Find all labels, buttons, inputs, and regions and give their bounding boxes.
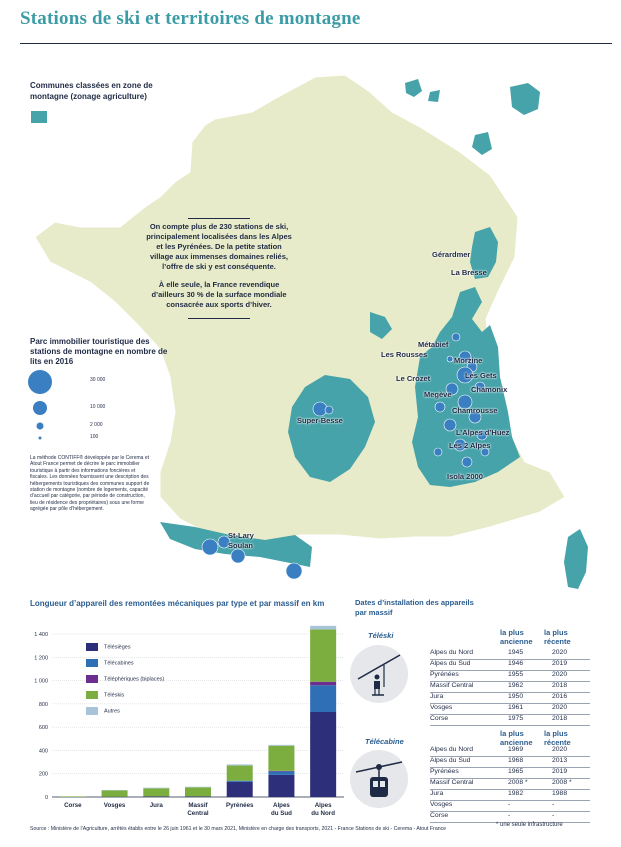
- legend-item: [86, 643, 131, 651]
- bar-segment: [310, 629, 336, 681]
- x-tick-label: Alpes: [314, 802, 332, 809]
- bubble-size-legend: [28, 370, 52, 440]
- bar-segment: [268, 771, 294, 774]
- dates-title: Dates d’installation des appareils par massif: [355, 598, 474, 617]
- year-oldest: 1945: [508, 649, 524, 656]
- bar-segment: [227, 782, 253, 797]
- place-label: Chamrousse: [452, 406, 498, 415]
- bar-segment: [143, 796, 169, 797]
- method-note: La méthode CONTIFF® développée par le Cerema et Atout France permet de décrire le parc immobilier touristique à partir des informations foncières et fiscales. Les données fournissent une description des hébergements touristiques des communes support de station de montagne (nombre de logements, capacité d’accueil par catégorie, par période de construction, lieu de résidence des propriétaires) sous une forme agrégée par pôle d’hébergement.: [30, 455, 150, 513]
- place-label: Les Gets: [465, 371, 497, 380]
- intro-rule-bottom: [188, 318, 250, 319]
- year-oldest: 1965: [508, 768, 524, 775]
- year-newest: 2020: [552, 671, 568, 678]
- place-label: Le Crozet: [396, 374, 431, 383]
- massif-name: Pyrénées: [430, 671, 459, 678]
- bar-segment: [268, 771, 294, 772]
- x-tick-label: Jura: [149, 802, 163, 809]
- year-newest: 2019: [552, 660, 568, 667]
- intro-text: [145, 222, 293, 310]
- legend-swatch: [86, 691, 98, 699]
- col-newest-header: la plus récente: [544, 628, 571, 646]
- zone-reunion: [510, 83, 540, 115]
- year-oldest: 1962: [508, 682, 524, 689]
- massif-name: Alpes du Sud: [430, 757, 471, 764]
- legend-label: Télésièges: [104, 644, 131, 651]
- massif-name: Alpes du Sud: [430, 660, 471, 667]
- bar-segment: [227, 764, 253, 765]
- zone-martinique: [472, 132, 492, 155]
- year-newest: -: [552, 812, 555, 819]
- year-newest: 2016: [552, 693, 568, 700]
- year-newest: 2018: [552, 715, 568, 722]
- year-newest: 2008 *: [552, 779, 572, 786]
- x-tick-label: du Nord: [311, 810, 336, 817]
- year-oldest: 1946: [508, 660, 524, 667]
- zone-corse: [564, 529, 588, 589]
- massif-name: Jura: [430, 790, 444, 797]
- telecabine-icon: [350, 750, 408, 808]
- bar-segment: [143, 788, 169, 789]
- bar-chart: [30, 622, 350, 822]
- place-label: Gérardmer: [432, 250, 471, 259]
- col-oldest-header: la plus ancienne: [500, 729, 533, 747]
- massif-name: Massif Central: [430, 779, 474, 786]
- place-label: Les 2 Alpes: [449, 441, 491, 450]
- col-oldest-header: la plus ancienne: [500, 628, 533, 646]
- year-newest: 2020: [552, 704, 568, 711]
- x-tick-label: Alpes: [272, 802, 290, 809]
- legend-item: [86, 659, 134, 667]
- legend-label: Autres: [104, 708, 120, 715]
- legend-swatch: [86, 707, 98, 715]
- massif-name: Pyrénées: [430, 768, 459, 775]
- bar-segment: [310, 712, 336, 797]
- massif-name: Alpes du Nord: [430, 746, 474, 753]
- y-tick-label: 200: [38, 771, 48, 778]
- year-oldest: -: [508, 812, 511, 819]
- intro-rule-top: [188, 218, 250, 219]
- page-title: Stations de ski et territoires de montagne: [20, 8, 361, 29]
- place-label: Métabief: [418, 340, 449, 349]
- bar-segment: [185, 796, 211, 797]
- bar-segment: [268, 746, 294, 771]
- telecabine-drawing: [350, 750, 408, 808]
- teleski-label: Téléski: [368, 631, 394, 640]
- place-label: St-Lary Soulan: [228, 531, 254, 550]
- place-label: La Bresse: [451, 268, 487, 277]
- y-tick-label: 400: [38, 748, 48, 755]
- zone-legend-swatch: [31, 111, 47, 123]
- year-oldest: 1950: [508, 693, 524, 700]
- legend-item: [86, 707, 120, 715]
- place-label: Morzine: [454, 356, 483, 365]
- year-newest: 2020: [552, 649, 568, 656]
- year-oldest: 1969: [508, 746, 524, 753]
- x-tick-label: du Sud: [270, 810, 292, 817]
- legend-swatch: [86, 675, 98, 683]
- y-tick-label: 1 400: [34, 632, 48, 638]
- bar-segment: [227, 781, 253, 782]
- bed-legend-label: 2 000: [90, 422, 103, 428]
- year-newest: 2020: [552, 746, 568, 753]
- year-oldest: 2008 *: [508, 779, 528, 786]
- year-oldest: 1975: [508, 715, 524, 722]
- legend-label: Télécabines: [104, 660, 134, 667]
- zone-legend-label: Communes classées en zone de montagne (zonage agriculture): [30, 81, 153, 101]
- bar-segment: [185, 787, 211, 788]
- intro-paragraph-1: On compte plus de 230 stations de ski, principalement localisées dans les Alpes et les Pyrénées. De la petite station village aux immenses domaines reliés, l’offre de ski y est conséquente.: [146, 222, 292, 271]
- bed-legend-label: 100: [90, 434, 99, 440]
- legend-item: [86, 691, 124, 699]
- year-newest: 2013: [552, 757, 568, 764]
- zone-guadeloupe: [405, 79, 440, 102]
- massif-name: Alpes du Nord: [430, 649, 474, 656]
- x-tick-label: Massif: [188, 802, 208, 809]
- year-newest: 1988: [552, 790, 568, 797]
- place-label: L’Alpes d’Huez: [456, 428, 510, 437]
- massif-name: Vosges: [430, 801, 453, 808]
- year-oldest: 1961: [508, 704, 524, 711]
- footnote: * une seule infrastructure: [496, 822, 563, 828]
- bar-segment: [268, 745, 294, 746]
- teleski-drawing: [350, 645, 408, 703]
- legend-label: Téléskis: [104, 692, 125, 699]
- massif-name: Corse: [430, 812, 449, 819]
- bed-legend-title: Parc immobilier touristique des stations de montagne en nombre de lits en 2016: [30, 337, 168, 366]
- bar-segment: [310, 682, 336, 685]
- place-label: Les Rousses: [381, 350, 428, 359]
- year-newest: 2019: [552, 768, 568, 775]
- y-tick-label: 600: [38, 725, 48, 732]
- year-oldest: 1955: [508, 671, 524, 678]
- year-oldest: 1982: [508, 790, 524, 797]
- y-tick-label: 0: [44, 795, 48, 801]
- bar-segment: [268, 775, 294, 797]
- place-label: Isola 2000: [447, 472, 483, 481]
- year-newest: -: [552, 801, 555, 808]
- source-line: Source : Ministère de l’Agriculture, arrêtés établis entre le 26 juin 1961 et le 30 mars 2021, Ministère en charge des transports, 2021 - France Stations de ski - Cerema - Atout France: [30, 826, 447, 832]
- bed-legend-label: 30 000: [90, 377, 106, 383]
- bar-segment: [310, 685, 336, 712]
- bar-segment: [60, 796, 86, 797]
- x-tick-label: Central: [187, 810, 209, 817]
- massif-name: Massif Central: [430, 682, 474, 689]
- place-label: Megève: [424, 390, 452, 399]
- year-oldest: 1968: [508, 757, 524, 764]
- y-tick-label: 800: [38, 701, 48, 708]
- bar-segment: [102, 790, 128, 796]
- x-tick-label: Corse: [64, 802, 82, 809]
- row-divider: [430, 725, 590, 726]
- telecabine-label: Télécabine: [365, 737, 404, 746]
- x-tick-label: Pyrénées: [225, 802, 254, 809]
- chart-title: Longueur d’appareil des remontées mécaniques par type et par massif en km: [30, 599, 325, 608]
- legend-item: [86, 675, 164, 683]
- place-label: Chamonix: [471, 385, 508, 394]
- bar-segment: [310, 626, 336, 629]
- title-divider: [20, 43, 612, 44]
- massif-name: Corse: [430, 715, 449, 722]
- y-tick-label: 1 000: [34, 678, 48, 685]
- col-newest-header: la plus récente: [544, 729, 571, 747]
- year-oldest: -: [508, 801, 511, 808]
- legend-swatch: [86, 643, 98, 651]
- y-tick-label: 1 200: [34, 655, 48, 662]
- legend-swatch: [86, 659, 98, 667]
- bed-legend-label: 10 000: [90, 404, 106, 410]
- massif-name: Vosges: [430, 704, 453, 711]
- teleski-icon: [350, 645, 408, 703]
- bar-segment: [227, 766, 253, 781]
- bar-segment: [143, 788, 169, 796]
- legend-label: Téléphériques (biplaces): [104, 676, 165, 683]
- place-label: Super-Besse: [297, 416, 343, 425]
- massif-name: Jura: [430, 693, 444, 700]
- bar-segment: [185, 787, 211, 796]
- intro-paragraph-2: À elle seule, la France revendique d’ailleurs 30 % de la surface mondiale consacrée aux sports d’hiver.: [151, 280, 287, 309]
- x-tick-label: Vosges: [103, 802, 126, 809]
- year-newest: 2018: [552, 682, 568, 689]
